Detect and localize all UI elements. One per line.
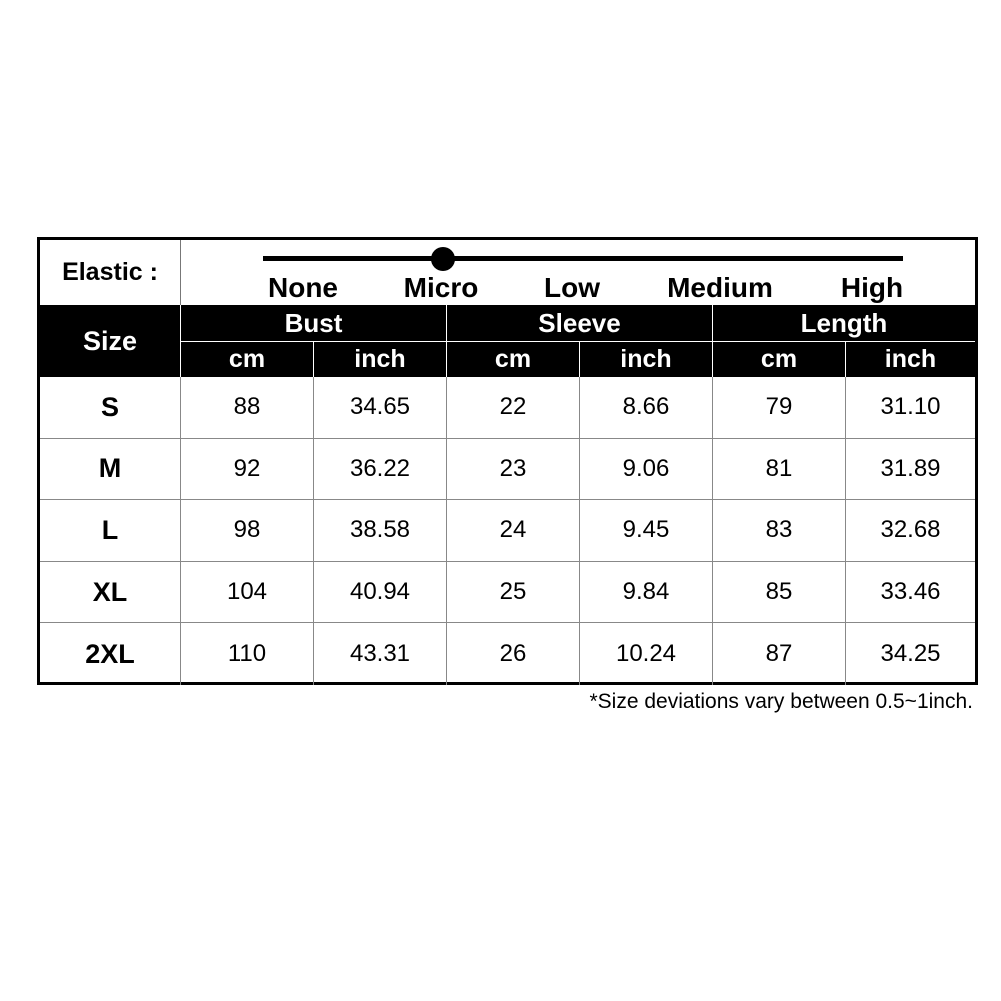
length-cm-cell: 81	[713, 439, 846, 500]
elastic-scale-line	[263, 256, 903, 261]
length-cm-cell: 79	[713, 377, 846, 438]
sleeve-cm-cell: 25	[447, 562, 580, 623]
sleeve-inch-cell: 9.45	[580, 500, 713, 561]
header-divider	[579, 341, 580, 377]
length-cm-cell: 85	[713, 562, 846, 623]
length-inch-header: inch	[884, 345, 937, 373]
elastic-level-micro: Micro	[403, 272, 479, 303]
length-inch-cell: 31.10	[880, 393, 941, 421]
bust-cm-header: cm	[228, 345, 266, 373]
sleeve-cm-header: cm	[494, 345, 532, 373]
sleeve-header: Sleeve	[538, 307, 621, 338]
size-cell: XL	[40, 562, 181, 623]
table-row	[40, 377, 975, 439]
table-row	[40, 623, 975, 685]
elastic-scale	[181, 240, 975, 305]
length-cm-header: cm	[760, 345, 798, 373]
bust-inch-header: inch	[354, 345, 406, 373]
size-cell: S	[40, 377, 181, 438]
bust-cm-cell: 110	[181, 623, 314, 685]
bust-cm-cell: 104	[181, 562, 314, 623]
elastic-selected-marker	[431, 247, 455, 271]
sleeve-inch-cell: 9.84	[580, 562, 713, 623]
sleeve-inch-cell: 10.24	[580, 623, 713, 685]
table-body	[40, 377, 975, 685]
size-cell: M	[40, 439, 181, 500]
length-inch-cell: 32.68	[880, 516, 941, 544]
bust-cm-cell: 92	[181, 439, 314, 500]
elastic-level-none: None	[268, 272, 338, 303]
length-cm-cell: 83	[713, 500, 846, 561]
elastic-level-high: High	[840, 272, 904, 303]
sleeve-cm-cell: 26	[447, 623, 580, 685]
sleeve-cm-cell: 24	[447, 500, 580, 561]
bust-inch-cell: 34.65	[314, 377, 447, 438]
bust-inch-cell: 40.94	[314, 562, 447, 623]
table-row	[40, 562, 975, 624]
table-row	[40, 439, 975, 501]
elastic-label: Elastic :	[40, 240, 181, 305]
header-divider	[181, 341, 975, 342]
sleeve-inch-header: inch	[620, 345, 672, 373]
size-cell: 2XL	[40, 623, 181, 685]
header-divider	[313, 341, 314, 377]
sleeve-inch-cell: 9.06	[580, 439, 713, 500]
header-divider	[845, 341, 846, 377]
table-row	[40, 500, 975, 562]
size-cell: L	[40, 500, 181, 561]
bust-header: Bust	[284, 307, 343, 338]
elastic-level-low: Low	[544, 272, 600, 303]
size-column-header: Size	[82, 325, 138, 356]
sleeve-cm-cell: 22	[447, 377, 580, 438]
size-deviation-note: *Size deviations vary between 0.5~1inch.	[589, 690, 973, 713]
length-inch-cell: 31.89	[880, 454, 941, 482]
bust-inch-cell: 36.22	[314, 439, 447, 500]
table-header	[40, 305, 975, 377]
bust-cm-cell: 88	[181, 377, 314, 438]
bust-inch-cell: 43.31	[314, 623, 447, 685]
length-header: Length	[800, 307, 888, 338]
size-chart	[37, 237, 978, 685]
length-cm-cell: 87	[713, 623, 846, 685]
length-inch-cell: 34.25	[880, 640, 941, 668]
sleeve-inch-cell: 8.66	[580, 377, 713, 438]
elastic-level-medium: Medium	[667, 272, 773, 303]
bust-inch-cell: 38.58	[314, 500, 447, 561]
sleeve-cm-cell: 23	[447, 439, 580, 500]
length-inch-cell: 33.46	[880, 578, 941, 606]
bust-cm-cell: 98	[181, 500, 314, 561]
